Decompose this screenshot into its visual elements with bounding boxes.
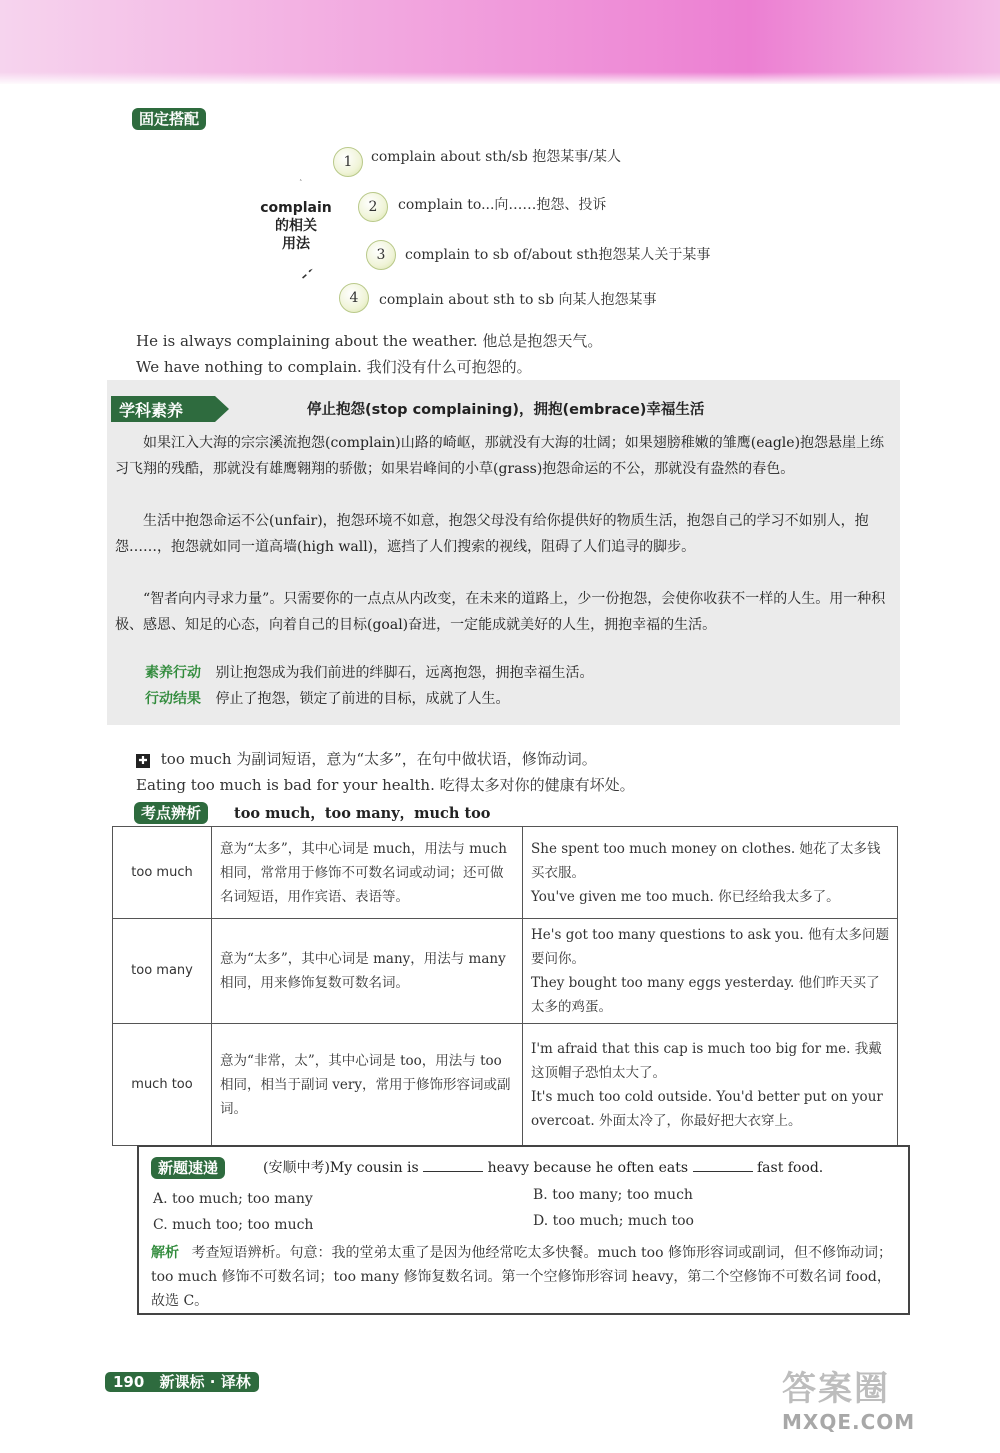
quiz-option-a: A. too much; too many: [153, 1191, 313, 1207]
page-number: 190: [113, 1373, 145, 1391]
table-term: too many: [113, 919, 212, 1024]
result-text: 停止了抱怨，锁定了前进的目标，成就了人生。: [215, 691, 510, 707]
quiz-tag: 新题速递: [151, 1157, 225, 1179]
mindmap-item-1: complain about sth/sb 抱怨某事/某人: [371, 149, 621, 165]
mindmap-item-2: complain to...向……抱怨、投诉: [398, 197, 607, 213]
table-example-2: You've given me too much. 你已经给我太多了。: [531, 888, 840, 905]
table-example-1: She spent too much money on clothes. 她花了太多钱买衣服。: [531, 840, 881, 881]
exam-point-tag: 考点辨析: [134, 802, 208, 824]
table-explain: 意为“非常，太”，其中心词是 too，用法与 too 相同，相当于副词 very，常用于修饰形容词或副词。: [212, 1024, 523, 1146]
watermark-url: MXQE.COM: [782, 1410, 916, 1434]
analysis-text: 考查短语辨析。句意：我的堂弟太重了是因为他经常吃太多快餐。much too 修饰形容词或副词，但不修饰动词；too much 修饰不可数名词；too many 修饰复数名词。第一个空修饰形容词 heavy，第二个空修饰不可数名词 food，故选 C。: [151, 1245, 892, 1309]
action-label: 素养行动: [145, 665, 201, 681]
example-sentence-2: We have nothing to complain. 我们没有什么可抱怨的。: [136, 358, 532, 376]
too-much-note: [136, 748, 597, 769]
mindmap-number-1: 1: [333, 147, 363, 177]
literacy-title: 停止抱怨(stop complaining)，拥抱(embrace)幸福生活: [307, 402, 705, 418]
table-explain: 意为“太多”，其中心词是 many，用法与 many 相同，用来修饰复数可数名词。: [212, 919, 523, 1024]
table-example-1: I'm afraid that this cap is much too big for me. 我戴这顶帽子恐怕太大了。: [531, 1040, 882, 1081]
table-row: [113, 827, 898, 919]
mindmap-number-3: 3: [366, 240, 396, 270]
mindmap-center: [250, 180, 342, 272]
mindmap-center-line2: 的相关: [275, 218, 317, 234]
literacy-paragraph-1: 如果江入大海的宗宗溪流抱怨(complain)山路的崎岖，那就没有大海的壮阔；如果翅膀稚嫩的雏鹰(eagle)抱怨悬崖上练习飞翔的残酷，那就没有雄鹰翱翔的骄傲；如果岩峰间的小草(grass)抱怨命运的不公，那就没有盎然的春色。: [115, 435, 885, 477]
page-footer-tag: [105, 1372, 259, 1392]
watermark: [782, 1361, 982, 1441]
watermark-logo-text: 答案圈: [782, 1369, 890, 1409]
mindmap-number-4: 4: [339, 283, 369, 313]
literacy-paragraph-3: “智者向内寻求力量”。只需要你的一点点从内改变，在未来的道路上，少一份抱怨，会使你收获不一样的人生。用一种积极、感恩、知足的心态，向着自己的目标(goal)奋进，一定能成就美好的人生，拥抱幸福的生活。: [115, 591, 886, 633]
table-explain: 意为“太多”，其中心词是 much，用法与 much 相同，常常用于修饰不可数名词或动词；还可做名词短语，用作宾语、表语等。: [212, 827, 523, 919]
quiz-box: [137, 1145, 910, 1315]
mindmap-item-3: complain to sb of/about sth抱怨某人关于某事: [405, 247, 711, 263]
mindmap-center-line3: 用法: [282, 236, 310, 252]
comparison-table: [112, 826, 898, 1146]
table-term: much too: [113, 1024, 212, 1146]
too-much-explanation: too much 为副词短语，意为“太多”，在句中做状语，修饰动词。: [160, 750, 597, 768]
table-examples: [523, 919, 898, 1024]
plus-bullet-icon: ✚: [136, 754, 150, 768]
literacy-tag: 学科素养: [119, 401, 184, 420]
action-text: 别让抱怨成为我们前进的绊脚石，远离抱怨，拥抱幸福生活。: [215, 665, 594, 681]
quiz-option-b: B. too many; too much: [533, 1187, 693, 1203]
quiz-blank-1: [423, 1159, 483, 1172]
too-much-example: Eating too much is bad for your health. 吃得太多对你的健康有坏处。: [136, 776, 635, 794]
quiz-stem-part-3: fast food.: [757, 1160, 824, 1176]
analysis-label: 解析: [151, 1245, 179, 1261]
literacy-paragraph-2: 生活中抱怨命运不公(unfair)，抱怨环境不如意，抱怨父母没有给你提供好的物质生活，抱怨自己的学习不如别人，抱怨……，抱怨就如同一道高墙(high wall)，遮挡了人们搜索的视线，阻碍了人们追寻的脚步。: [115, 513, 869, 555]
top-decorative-band: [0, 0, 1000, 84]
table-row: [113, 1024, 898, 1146]
quiz-option-c: C. much too; too much: [153, 1217, 314, 1233]
quiz-analysis: [151, 1241, 899, 1313]
literacy-result: [145, 688, 509, 708]
subject-literacy-box: [107, 380, 900, 725]
quiz-stem-part-2: heavy because he often eats: [487, 1160, 689, 1176]
table-example-1: He's got too many questions to ask you. 他有太多问题要问你。: [531, 927, 889, 967]
table-examples: [523, 1024, 898, 1146]
series-name: 新课标 · 译林: [159, 1373, 251, 1391]
fixed-collocation-tag: 固定搭配: [132, 108, 206, 130]
table-row: [113, 919, 898, 1024]
table-example-2: They bought too many eggs yesterday. 他们昨天买了太多的鸡蛋。: [531, 975, 880, 1015]
exam-point-title: too much，too many，much too: [234, 805, 491, 822]
example-sentence-1: He is always complaining about the weather. 他总是抱怨天气。: [136, 332, 603, 350]
table-term: too much: [113, 827, 212, 919]
quiz-blank-2: [693, 1159, 753, 1172]
quiz-option-d: D. too much; much too: [533, 1213, 694, 1229]
mindmap-item-4: complain about sth to sb 向某人抱怨某事: [379, 292, 657, 308]
table-examples: [523, 827, 898, 919]
table-example-2: It's much too cold outside. You'd better put on your overcoat. 外面太冷了，你最好把大衣穿上。: [531, 1088, 883, 1129]
mindmap-center-line1: complain: [260, 200, 332, 216]
quiz-stem-part-1: (安顺中考)My cousin is: [263, 1160, 419, 1176]
quiz-stem: [263, 1157, 823, 1177]
mindmap-number-2: 2: [358, 192, 388, 222]
result-label: 行动结果: [145, 691, 201, 707]
literacy-action: [145, 662, 593, 682]
